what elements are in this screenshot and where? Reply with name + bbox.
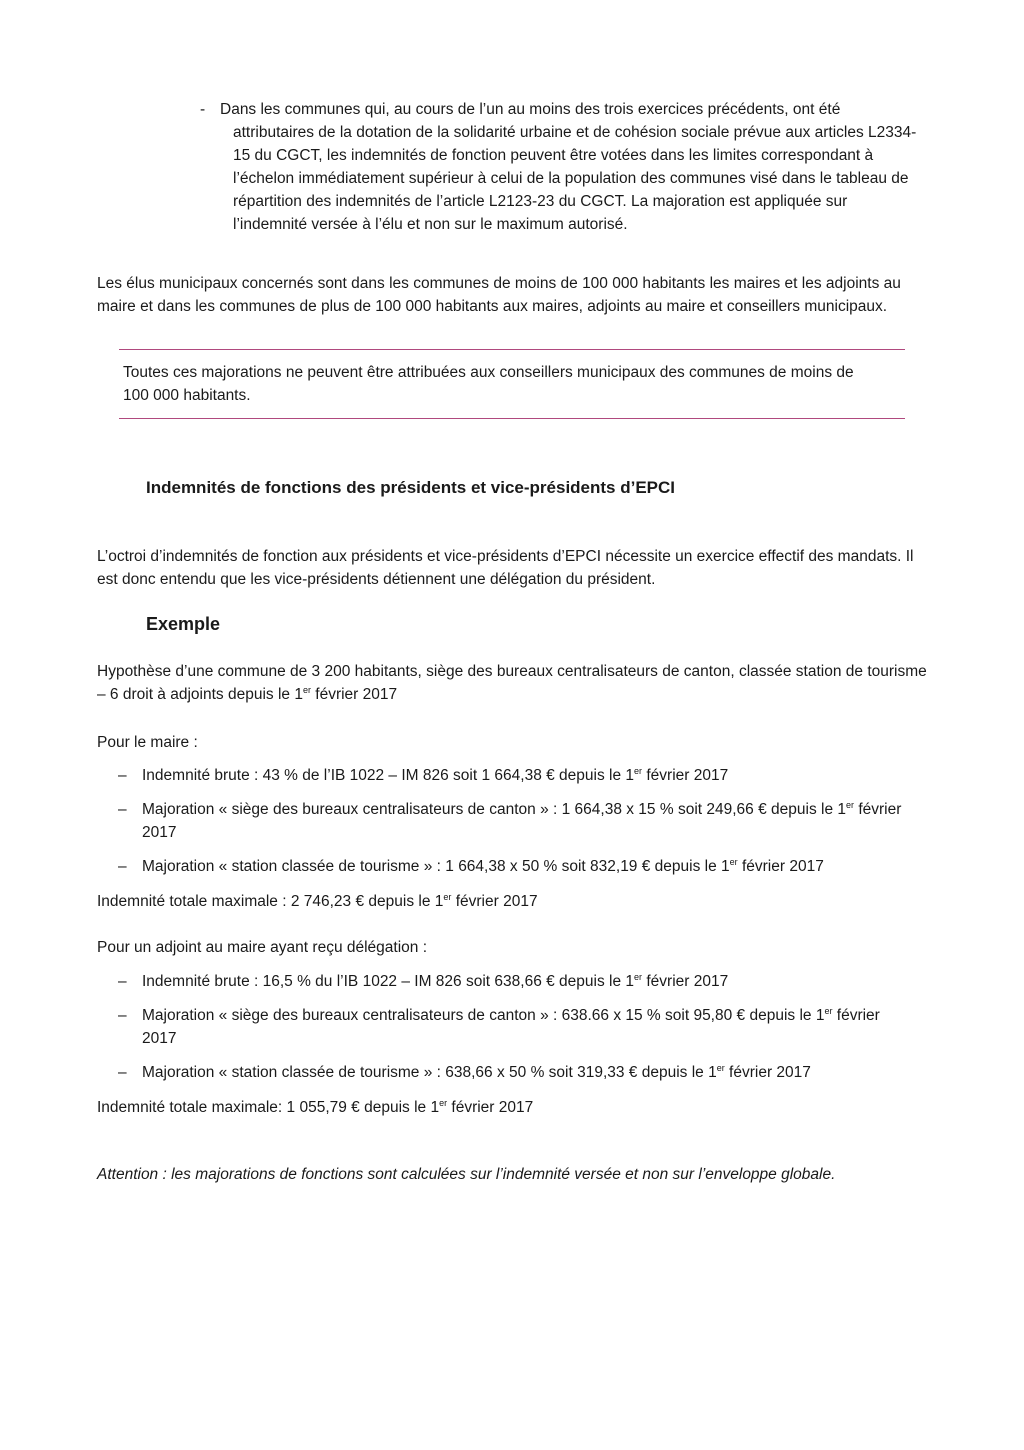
item-text: Majoration « siège des bureaux centralisateurs de canton » : 638.66 x 15 % soit 95,80 € depuis le 1 (142, 1007, 825, 1024)
list-item (118, 1061, 918, 1084)
attention-note: Attention : les majorations de fonctions sont calculées sur l’indemnité versée et non sur l’enveloppe globale. (97, 1166, 836, 1183)
dash-marker: – (118, 858, 127, 875)
list-item (118, 1004, 918, 1050)
total-text: Indemnité totale maximale : 2 746,23 € depuis le 1 (97, 893, 444, 910)
callout-box (119, 349, 905, 419)
total-tail: février 2017 (447, 1099, 534, 1116)
total-sup: er (443, 892, 452, 902)
item-text: Indemnité brute : 16,5 % du l’IB 1022 – IM 826 soit 638,66 € depuis le 1 (142, 973, 635, 990)
dash-marker: – (118, 1064, 127, 1081)
item-text: Majoration « station classée de tourisme » : 1 664,38 x 50 % soit 832,19 € depuis le 1 (142, 858, 730, 875)
item-text: Majoration « siège des bureaux centralisateurs de canton » : 1 664,38 x 15 % soit 249,66 € depuis le 1 (142, 801, 846, 818)
list-item (118, 855, 918, 878)
item-tail: février 2017 (142, 1007, 880, 1047)
hypothesis-tail: février 2017 (310, 686, 398, 703)
total-tail: février 2017 (451, 893, 538, 910)
adjoint-intro: Pour un adjoint au maire ayant reçu délégation : (97, 939, 428, 956)
epci-paragraph: L’octroi d’indemnités de fonction aux présidents et vice-présidents d’EPCI nécessite un exercice effectif des mandats. Il est donc entendu que les vice-présidents détiennent une délégation du président. (97, 548, 914, 588)
maire-list (118, 764, 918, 889)
total-text: Indemnité totale maximale: 1 055,79 € depuis le 1 (97, 1099, 440, 1116)
item-sup: er (634, 972, 643, 982)
hypothesis-sup: er (302, 685, 311, 695)
example-heading: Exemple (146, 614, 221, 634)
total-sup: er (439, 1098, 448, 1108)
dash-bullet-text (200, 98, 920, 236)
item-tail: février 2017 (724, 1064, 811, 1081)
list-item (118, 798, 918, 844)
item-sup: er (846, 800, 855, 810)
callout-text: Toutes ces majorations ne peuvent être attribuées aux conseillers municipaux des communes de moins de 100 000 habitants. (123, 364, 854, 404)
dash-marker: – (118, 801, 127, 818)
dash-bullet-first-line: Dans les communes qui, au cours de l’un au moins des trois exercices précédents, ont été (220, 101, 841, 118)
item-sup: er (634, 766, 643, 776)
dash-bullet-paragraph (200, 98, 920, 236)
maire-intro: Pour le maire : (97, 734, 198, 751)
hypothesis-paragraph (97, 660, 932, 706)
adjoint-list (118, 970, 918, 1095)
dash-marker: – (118, 767, 127, 784)
item-tail: février 2017 (737, 858, 824, 875)
maire-total (97, 890, 538, 913)
dash-marker: – (118, 973, 127, 990)
item-sup: er (716, 1063, 725, 1073)
item-tail: février 2017 (642, 767, 729, 784)
item-sup: er (729, 857, 738, 867)
item-tail: février 2017 (642, 973, 729, 990)
list-item (118, 970, 918, 993)
dash-marker: – (118, 1007, 127, 1024)
dash-marker: - (200, 101, 206, 118)
dash-bullet-rest: attributaires de la dotation de la solidarité urbaine et de cohésion sociale prévue aux articles L2334-15 du CGCT, les indemnités de fonction peuvent être votées dans les limites correspondant à l’échelon immédiatement supérieur à celui de la population des communes visé dans le tableau de répartition des indemnités de l’article L2123-23 du CGCT. La majoration est appliquée sur l’indemnité versée à l’élu et non sur le maximum autorisé. (233, 124, 917, 233)
item-tail: février 2017 (142, 801, 902, 841)
item-text: Indemnité brute : 43 % de l’IB 1022 – IM 826 soit 1 664,38 € depuis le 1 (142, 767, 635, 784)
adjoint-total (97, 1096, 533, 1119)
list-item (118, 764, 918, 787)
item-text: Majoration « station classée de tourisme » : 638,66 x 50 % soit 319,33 € depuis le 1 (142, 1064, 717, 1081)
elus-paragraph: Les élus municipaux concernés sont dans les communes de moins de 100 000 habitants les maires et les adjoints au maire et dans les communes de plus de 100 000 habitants aux maires, adjoints au maire et conseillers municipaux. (97, 275, 901, 315)
item-sup: er (824, 1006, 833, 1016)
epci-heading: Indemnités de fonctions des présidents et vice-présidents d’EPCI (146, 478, 676, 497)
hypothesis-text: Hypothèse d’une commune de 3 200 habitants, siège des bureaux centralisateurs de canton, classée station de tourisme – 6 droit à adjoints depuis le 1 (97, 663, 927, 703)
